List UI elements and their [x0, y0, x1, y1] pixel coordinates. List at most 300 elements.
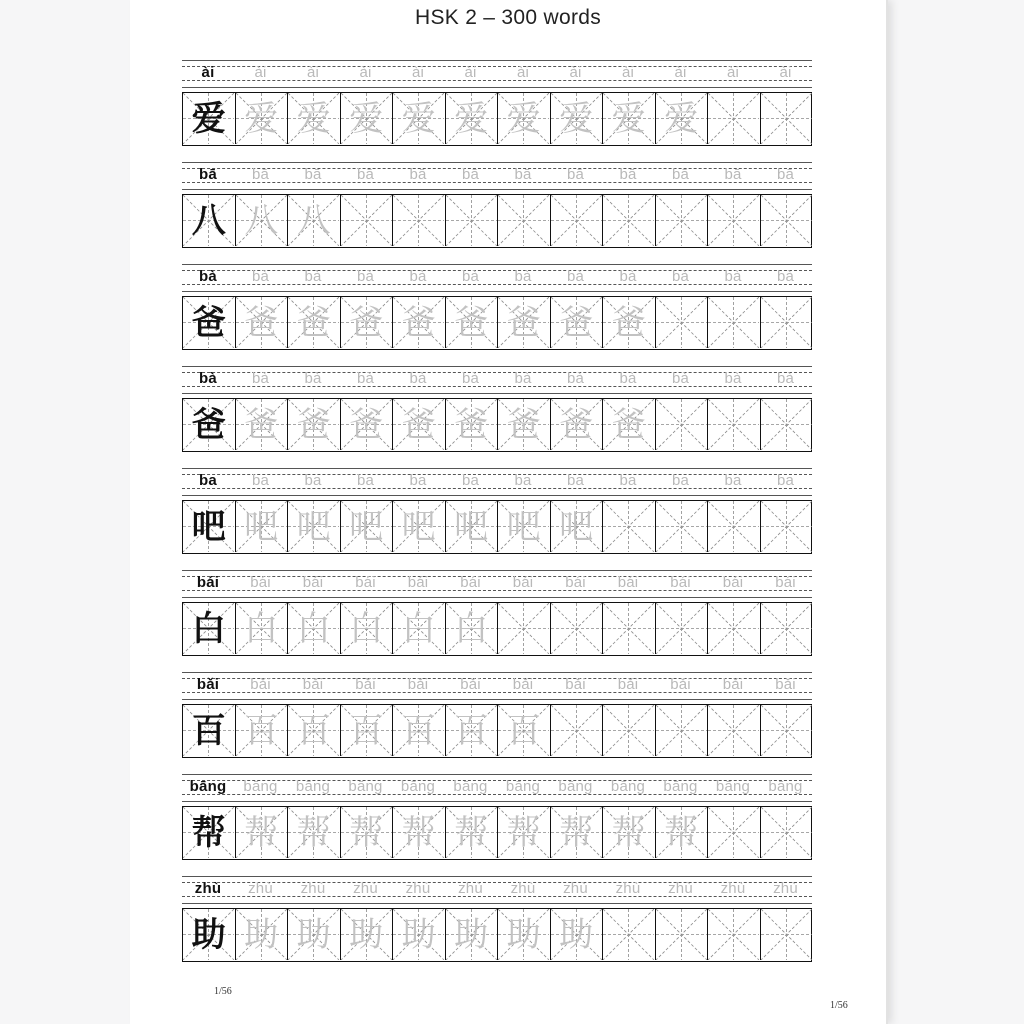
writing-cell	[446, 603, 499, 654]
pinyin-trace: bāng	[663, 778, 698, 795]
writing-cell	[603, 705, 656, 756]
writing-cell	[761, 297, 814, 348]
trace-character: 助	[401, 914, 436, 955]
pinyin-label: bǎi	[196, 676, 220, 693]
grid-guides	[761, 501, 812, 552]
writing-cell	[498, 603, 551, 654]
trace-character: 帮	[296, 812, 331, 853]
grid-guides	[656, 909, 707, 960]
pinyin-trace: bà	[461, 370, 480, 387]
guide-line	[182, 495, 812, 496]
trace-character: 助	[506, 914, 541, 955]
pinyin-trace: bà	[409, 268, 427, 285]
pinyin-trace: ài	[674, 64, 687, 81]
pinyin-guide-band	[182, 60, 812, 89]
pinyin-trace: bǎi	[302, 676, 324, 693]
writing-cell	[656, 705, 709, 756]
trace-character: 爸	[401, 302, 436, 343]
pinyin-trace: bà	[251, 370, 270, 387]
writing-cell	[446, 195, 499, 246]
trace-character: 百	[244, 710, 279, 751]
grid-guides	[551, 603, 602, 654]
pinyin-label: ba	[199, 472, 217, 489]
practice-row	[182, 162, 812, 257]
practice-row	[182, 876, 812, 971]
guide-line	[182, 699, 812, 700]
writing-cell	[603, 501, 656, 552]
writing-cell	[498, 399, 551, 450]
writing-cell	[183, 909, 236, 960]
pinyin-trace: ài	[306, 64, 320, 81]
writing-cell	[551, 93, 604, 144]
grid-guides	[656, 195, 707, 246]
trace-character: 助	[296, 914, 331, 955]
writing-cell	[393, 807, 446, 858]
writing-cell	[236, 807, 289, 858]
pinyin-trace: zhù	[563, 880, 588, 897]
model-character: 八	[191, 200, 226, 241]
pinyin-label: bà	[199, 370, 217, 387]
trace-character: 帮	[664, 812, 699, 853]
trace-character: 爸	[506, 404, 541, 445]
pinyin-trace: bà	[356, 268, 375, 285]
writing-cell	[446, 297, 499, 348]
trace-character: 爸	[611, 302, 646, 343]
writing-cell	[341, 93, 394, 144]
pinyin-trace: zhù	[720, 880, 746, 897]
grid-guides	[603, 501, 654, 552]
pinyin-guide-band	[182, 162, 812, 191]
trace-character: 爱	[454, 98, 489, 139]
trace-character: 白	[349, 608, 384, 649]
writing-cell	[656, 603, 709, 654]
trace-character: 助	[559, 914, 594, 955]
writing-cell	[603, 93, 656, 144]
pinyin-trace: bà	[514, 268, 532, 285]
pinyin-trace: bāng	[295, 778, 331, 795]
writing-cell	[708, 195, 761, 246]
pinyin-trace: bā	[251, 166, 270, 183]
model-character: 白	[191, 608, 226, 649]
trace-character: 吧	[506, 506, 541, 547]
pinyin-trace: bǎi	[250, 676, 271, 693]
pinyin-trace: bǎi	[670, 676, 691, 693]
pinyin-trace: bā	[776, 166, 795, 183]
grid-guides	[498, 195, 549, 246]
pinyin-trace: zhù	[773, 880, 798, 897]
character-grid	[182, 194, 812, 248]
writing-cell	[761, 909, 814, 960]
model-character: 爸	[191, 404, 226, 445]
writing-cell	[551, 195, 604, 246]
writing-cell	[183, 195, 236, 246]
guide-line	[182, 291, 812, 292]
pinyin-trace: bǎi	[722, 676, 744, 693]
pinyin-trace: bà	[461, 268, 480, 285]
pinyin-label: bā	[199, 166, 217, 183]
grid-guides	[761, 399, 812, 450]
pinyin-trace: bāng	[558, 778, 593, 795]
writing-cell	[551, 909, 604, 960]
pinyin-trace: bái	[722, 574, 744, 591]
pinyin-trace: bà	[409, 370, 427, 387]
pinyin-trace: zhù	[300, 880, 326, 897]
pinyin-trace: bà	[724, 370, 742, 387]
pinyin-trace: bái	[460, 574, 481, 591]
pinyin-trace: bāng	[715, 778, 751, 795]
model-character: 助	[191, 914, 226, 955]
pinyin-trace: bā	[619, 166, 637, 183]
writing-cell	[498, 807, 551, 858]
writing-cell	[656, 297, 709, 348]
pinyin-trace: ài	[516, 64, 530, 81]
writing-cell	[341, 195, 394, 246]
grid-guides	[446, 195, 497, 246]
writing-cell	[288, 195, 341, 246]
grid-guides	[708, 93, 759, 144]
pinyin-trace: bā	[356, 166, 375, 183]
pinyin-label: zhù	[194, 880, 222, 897]
pinyin-trace: bái	[512, 574, 534, 591]
pinyin-trace: bā	[566, 166, 585, 183]
trace-character: 爱	[611, 98, 646, 139]
writing-cell	[236, 93, 289, 144]
pinyin-trace: ba	[566, 472, 585, 489]
grid-guides	[708, 297, 759, 348]
writing-cell	[761, 705, 814, 756]
trace-character: 爱	[664, 98, 699, 139]
character-grid	[182, 398, 812, 452]
trace-character: 吧	[454, 506, 489, 547]
grid-guides	[708, 807, 759, 858]
guide-line	[182, 366, 812, 367]
writing-cell	[393, 195, 446, 246]
trace-character: 爸	[559, 302, 594, 343]
grid-guides	[708, 399, 759, 450]
pinyin-trace: bāng	[348, 778, 383, 795]
model-character: 爸	[191, 302, 226, 343]
trace-character: 帮	[506, 812, 541, 853]
pinyin-trace: bà	[566, 370, 585, 387]
pinyin-trace: ài	[359, 64, 372, 81]
guide-line	[182, 189, 812, 190]
trace-character: 白	[454, 608, 489, 649]
writing-cell	[288, 93, 341, 144]
pinyin-guide-band	[182, 366, 812, 395]
guide-line	[182, 393, 812, 394]
writing-cell	[761, 399, 814, 450]
pinyin-trace: bái	[250, 574, 271, 591]
grid-guides	[656, 501, 707, 552]
writing-cell	[236, 501, 289, 552]
pinyin-trace: ài	[726, 64, 740, 81]
writing-cell	[183, 603, 236, 654]
pinyin-label: ài	[201, 64, 215, 81]
writing-cell	[708, 807, 761, 858]
writing-cell	[341, 501, 394, 552]
trace-character: 爱	[349, 98, 384, 139]
pinyin-guide-band	[182, 774, 812, 803]
pinyin-trace: ài	[464, 64, 477, 81]
guide-line	[182, 903, 812, 904]
pinyin-trace: bà	[514, 370, 532, 387]
writing-cell	[393, 501, 446, 552]
trace-character: 吧	[349, 506, 384, 547]
writing-cell	[446, 807, 499, 858]
writing-cell	[498, 195, 551, 246]
writing-cell	[551, 501, 604, 552]
trace-character: 爱	[244, 98, 279, 139]
guide-line	[182, 87, 812, 88]
grid-guides	[603, 603, 654, 654]
pinyin-trace: bà	[251, 268, 270, 285]
writing-cell	[446, 399, 499, 450]
trace-character: 爸	[506, 302, 541, 343]
pinyin-trace: bǎi	[512, 676, 534, 693]
guide-line	[182, 597, 812, 598]
pinyin-trace: zhù	[248, 880, 273, 897]
practice-row	[182, 774, 812, 869]
pinyin-trace: ba	[776, 472, 795, 489]
practice-row	[182, 366, 812, 461]
pinyin-trace: bái	[565, 574, 586, 591]
writing-cell	[183, 297, 236, 348]
grid-guides	[708, 501, 759, 552]
pinyin-trace: ài	[569, 64, 582, 81]
pinyin-trace: zhù	[405, 880, 431, 897]
pinyin-trace: bā	[724, 166, 742, 183]
trace-character: 吧	[244, 506, 279, 547]
grid-guides	[603, 195, 654, 246]
writing-cell	[288, 909, 341, 960]
trace-character: 助	[454, 914, 489, 955]
model-character: 爱	[191, 98, 226, 139]
pinyin-guide-band	[182, 876, 812, 905]
trace-character: 爸	[611, 404, 646, 445]
pinyin-trace: bái	[302, 574, 324, 591]
practice-row	[182, 60, 812, 155]
pinyin-trace: ài	[621, 64, 635, 81]
pinyin-trace: bǎi	[355, 676, 376, 693]
pinyin-guide-band	[182, 468, 812, 497]
writing-cell	[236, 195, 289, 246]
writing-cell	[236, 909, 289, 960]
writing-cell	[236, 297, 289, 348]
writing-cell	[288, 501, 341, 552]
guide-line	[182, 801, 812, 802]
writing-cell	[498, 909, 551, 960]
pinyin-trace: bái	[775, 574, 796, 591]
pinyin-trace: zhù	[458, 880, 483, 897]
pinyin-trace: ba	[304, 472, 322, 489]
pinyin-trace: bāng	[610, 778, 646, 795]
pinyin-trace: bǎi	[407, 676, 429, 693]
trace-character: 爸	[244, 302, 279, 343]
pinyin-trace: bà	[724, 268, 742, 285]
writing-cell	[551, 603, 604, 654]
writing-cell	[393, 399, 446, 450]
writing-cell	[288, 603, 341, 654]
writing-cell	[708, 399, 761, 450]
pinyin-trace: bà	[619, 370, 637, 387]
character-grid	[182, 92, 812, 146]
trace-character: 爱	[401, 98, 436, 139]
page-edge	[886, 0, 888, 1024]
trace-character: 帮	[559, 812, 594, 853]
writing-cell	[341, 603, 394, 654]
writing-cell	[656, 399, 709, 450]
grid-guides	[551, 705, 602, 756]
writing-cell	[288, 807, 341, 858]
character-grid	[182, 806, 812, 860]
model-character: 百	[191, 710, 226, 751]
writing-cell	[603, 807, 656, 858]
writing-cell	[393, 909, 446, 960]
grid-guides	[761, 603, 812, 654]
guide-line	[182, 570, 812, 571]
pinyin-trace: ba	[724, 472, 742, 489]
trace-character: 百	[296, 710, 331, 751]
pinyin-trace: ba	[409, 472, 427, 489]
grid-guides	[761, 909, 812, 960]
trace-character: 爸	[296, 302, 331, 343]
pinyin-trace: bāng	[768, 778, 803, 795]
trace-character: 百	[506, 710, 541, 751]
writing-cell	[708, 297, 761, 348]
pinyin-trace: bà	[776, 370, 795, 387]
writing-cell	[603, 195, 656, 246]
grid-guides	[708, 603, 759, 654]
page-number-right: 1/56	[830, 1000, 848, 1011]
guide-line	[182, 264, 812, 265]
pinyin-trace: ba	[671, 472, 690, 489]
trace-character: 爸	[296, 404, 331, 445]
writing-cell	[393, 603, 446, 654]
page-number-left: 1/56	[214, 986, 232, 997]
grid-guides	[551, 195, 602, 246]
pinyin-trace: bà	[566, 268, 585, 285]
pinyin-trace: bǎi	[460, 676, 481, 693]
writing-cell	[603, 399, 656, 450]
writing-cell	[551, 297, 604, 348]
guide-line	[182, 60, 812, 61]
character-grid	[182, 704, 812, 758]
model-character: 帮	[191, 812, 226, 853]
pinyin-guide-band	[182, 672, 812, 701]
pinyin-trace: ba	[356, 472, 375, 489]
practice-row	[182, 672, 812, 767]
pinyin-trace: bā	[461, 166, 480, 183]
writing-cell	[341, 705, 394, 756]
writing-cell	[498, 501, 551, 552]
writing-cell	[288, 399, 341, 450]
writing-cell	[551, 807, 604, 858]
trace-character: 吧	[401, 506, 436, 547]
trace-character: 爱	[506, 98, 541, 139]
practice-row	[182, 468, 812, 563]
pinyin-trace: bà	[671, 370, 690, 387]
grid-guides	[761, 93, 812, 144]
character-grid	[182, 908, 812, 962]
trace-character: 爸	[401, 404, 436, 445]
character-grid	[182, 500, 812, 554]
guide-line	[182, 774, 812, 775]
pinyin-trace: bà	[304, 268, 322, 285]
grid-guides	[603, 705, 654, 756]
writing-cell	[708, 93, 761, 144]
writing-cell	[393, 297, 446, 348]
writing-cell	[498, 705, 551, 756]
grid-guides	[656, 705, 707, 756]
pinyin-trace: bà	[619, 268, 637, 285]
writing-cell	[288, 705, 341, 756]
grid-guides	[656, 603, 707, 654]
grid-guides	[656, 399, 707, 450]
pinyin-trace: zhù	[510, 880, 536, 897]
trace-character: 百	[349, 710, 384, 751]
grid-guides	[656, 297, 707, 348]
pinyin-trace: ba	[619, 472, 637, 489]
writing-cell	[498, 297, 551, 348]
pinyin-trace: ài	[779, 64, 792, 81]
grid-guides	[761, 807, 812, 858]
pinyin-trace: bǎi	[617, 676, 639, 693]
trace-character: 帮	[611, 812, 646, 853]
writing-cell	[761, 807, 814, 858]
pinyin-trace: bǎi	[565, 676, 586, 693]
writing-cell	[761, 93, 814, 144]
writing-cell	[656, 909, 709, 960]
trace-character: 爸	[244, 404, 279, 445]
writing-cell	[603, 297, 656, 348]
pinyin-trace: bā	[671, 166, 690, 183]
pinyin-trace: bà	[304, 370, 322, 387]
pinyin-trace: bái	[617, 574, 639, 591]
grid-guides	[761, 297, 812, 348]
writing-cell	[761, 195, 814, 246]
trace-character: 帮	[244, 812, 279, 853]
grid-guides	[761, 705, 812, 756]
practice-row	[182, 264, 812, 359]
writing-cell	[236, 399, 289, 450]
pinyin-label: bái	[196, 574, 220, 591]
guide-line	[182, 468, 812, 469]
guide-line	[182, 876, 812, 877]
pinyin-trace: zhù	[615, 880, 641, 897]
grid-guides	[708, 909, 759, 960]
pinyin-trace: bái	[407, 574, 429, 591]
writing-cell	[183, 705, 236, 756]
writing-cell	[603, 909, 656, 960]
page-title: HSK 2 – 300 words	[414, 6, 602, 29]
writing-cell	[341, 909, 394, 960]
pinyin-trace: bāng	[505, 778, 541, 795]
trace-character: 爸	[454, 302, 489, 343]
trace-character: 爱	[559, 98, 594, 139]
grid-guides	[708, 195, 759, 246]
writing-cell	[708, 603, 761, 654]
writing-cell	[761, 501, 814, 552]
pinyin-trace: ài	[411, 64, 425, 81]
pinyin-trace: bái	[355, 574, 376, 591]
pinyin-trace: bà	[776, 268, 795, 285]
pinyin-guide-band	[182, 264, 812, 293]
trace-character: 爸	[454, 404, 489, 445]
trace-character: 八	[296, 200, 331, 241]
pinyin-guide-band	[182, 570, 812, 599]
writing-cell	[551, 705, 604, 756]
grid-guides	[341, 195, 392, 246]
